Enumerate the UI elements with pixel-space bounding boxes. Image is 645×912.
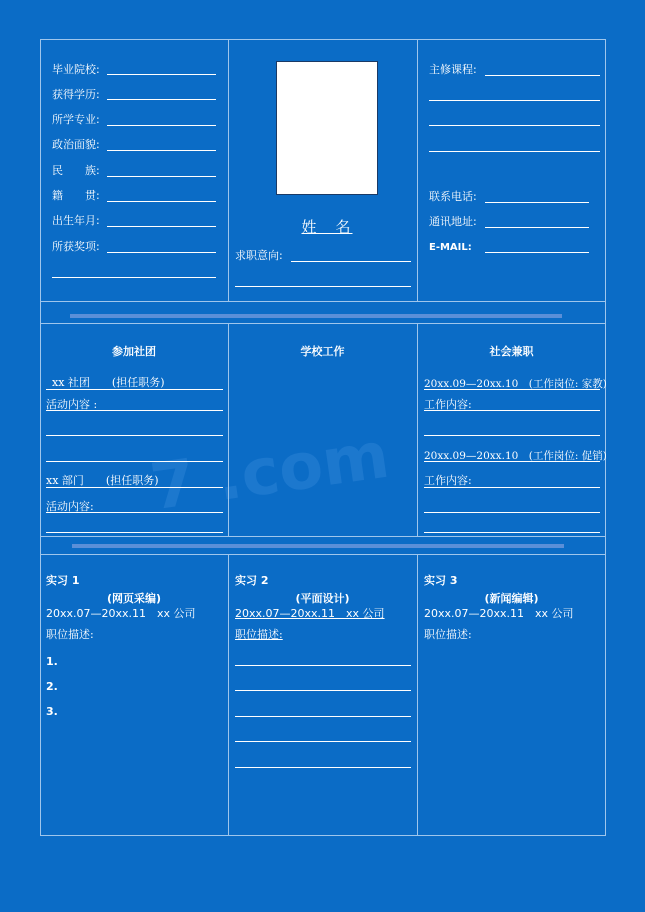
- job-intent-line-extra[interactable]: [235, 286, 411, 287]
- parttime-line[interactable]: [424, 435, 600, 436]
- parttime-line[interactable]: [424, 487, 600, 488]
- club-entry-2: xx 部门 (担任职务): [46, 474, 159, 487]
- job-intent-label: 求职意向:: [235, 249, 283, 262]
- section-separator: [70, 314, 562, 318]
- field-line-degree[interactable]: [107, 99, 216, 100]
- field-label-ethnicity: 民 族:: [52, 164, 100, 177]
- job-intent-line[interactable]: [291, 261, 411, 262]
- club-content-label-2: 活动内容:: [46, 500, 94, 513]
- courses-line[interactable]: [485, 75, 600, 76]
- parttime-line[interactable]: [424, 532, 600, 533]
- field-label-political: 政治面貌:: [52, 138, 100, 151]
- club-entry-1: xx 社团 (担任职务): [52, 376, 165, 389]
- field-line-birth[interactable]: [107, 226, 216, 227]
- internship-line[interactable]: [235, 767, 411, 768]
- phone-label: 联系电话:: [429, 190, 477, 203]
- field-label-birth: 出生年月:: [52, 214, 100, 227]
- internship-role: (新闻编辑): [484, 592, 539, 605]
- club-line[interactable]: [46, 512, 223, 513]
- internship-title: 实习 3: [424, 574, 458, 587]
- parttime-entry-2: 20xx.09—20xx.10 (工作岗位: 促销): [424, 450, 607, 462]
- watermark-logo: 7 .com: [146, 418, 394, 526]
- parttime-line[interactable]: [424, 389, 600, 390]
- parttime-line[interactable]: [424, 512, 600, 513]
- field-label-awards: 所获奖项:: [52, 240, 100, 253]
- parttime-content-label-1: 工作内容:: [424, 398, 472, 411]
- internship-role: (网页采编): [106, 592, 162, 605]
- club-line[interactable]: [46, 487, 223, 488]
- club-line[interactable]: [46, 389, 223, 390]
- field-label-school: 毕业院校:: [52, 63, 100, 76]
- internship-period: 20xx.07—20xx.11 xx 公司: [46, 607, 196, 620]
- internship-period: 20xx.07—20xx.11 xx 公司: [235, 607, 385, 620]
- email-line[interactable]: [485, 252, 589, 253]
- photo-placeholder[interactable]: [276, 61, 378, 195]
- club-line[interactable]: [46, 410, 223, 411]
- col-divider: [228, 39, 229, 301]
- courses-line[interactable]: [429, 151, 600, 152]
- school-work-title: 学校工作: [300, 345, 345, 358]
- club-line[interactable]: [46, 532, 223, 533]
- parttime-line[interactable]: [424, 410, 600, 411]
- field-label-origin: 籍 贯:: [52, 189, 100, 202]
- field-line-origin[interactable]: [107, 201, 216, 202]
- field-label-major: 所学专业:: [52, 113, 100, 126]
- internship-item: 3.: [46, 705, 58, 718]
- internship-line[interactable]: [235, 690, 411, 691]
- field-label-degree: 获得学历:: [52, 88, 100, 101]
- row-divider-4: [40, 554, 606, 555]
- internship-role: (平面设计): [295, 592, 350, 605]
- internship-line[interactable]: [235, 716, 411, 717]
- courses-label: 主修课程:: [429, 63, 477, 76]
- row-divider-3: [40, 536, 606, 537]
- internship-line[interactable]: [235, 665, 411, 666]
- candidate-name: 姓 名: [301, 218, 353, 236]
- club-line[interactable]: [46, 435, 223, 436]
- field-line-awards[interactable]: [107, 252, 216, 253]
- internship-item: 2.: [46, 680, 58, 693]
- address-label: 通讯地址:: [429, 215, 477, 228]
- internship-desc-label: 职位描述:: [235, 628, 283, 641]
- parttime-entry-1: 20xx.09—20xx.10 (工作岗位: 家教): [424, 378, 607, 390]
- courses-line[interactable]: [429, 125, 600, 126]
- parttime-content-label-2: 工作内容:: [424, 474, 472, 487]
- field-line-political[interactable]: [107, 150, 216, 151]
- parttime-title: 社会兼职: [489, 345, 534, 358]
- parttime-line[interactable]: [424, 461, 600, 462]
- courses-line[interactable]: [429, 100, 600, 101]
- field-line-ethnicity[interactable]: [107, 176, 216, 177]
- phone-line[interactable]: [485, 202, 589, 203]
- internship-desc-label: 职位描述:: [46, 628, 94, 641]
- club-title: 参加社团: [112, 345, 156, 358]
- internship-desc-label: 职位描述:: [424, 628, 472, 641]
- address-line[interactable]: [485, 227, 589, 228]
- col-divider: [417, 39, 418, 301]
- section-separator: [72, 544, 564, 548]
- row-divider-1: [40, 301, 606, 302]
- field-line-major[interactable]: [107, 125, 216, 126]
- internship-title: 实习 1: [46, 574, 80, 587]
- internship-title: 实习 2: [235, 574, 269, 587]
- row-divider-2: [40, 323, 606, 324]
- internship-item: 1.: [46, 655, 58, 668]
- field-line-awards-extra[interactable]: [52, 277, 216, 278]
- internship-line[interactable]: [235, 741, 411, 742]
- email-label: E-MAIL:: [429, 242, 472, 253]
- club-line[interactable]: [46, 461, 223, 462]
- internship-period: 20xx.07—20xx.11 xx 公司: [424, 607, 574, 620]
- club-content-label-1: 活动内容 :: [46, 398, 98, 411]
- field-line-school[interactable]: [107, 74, 216, 75]
